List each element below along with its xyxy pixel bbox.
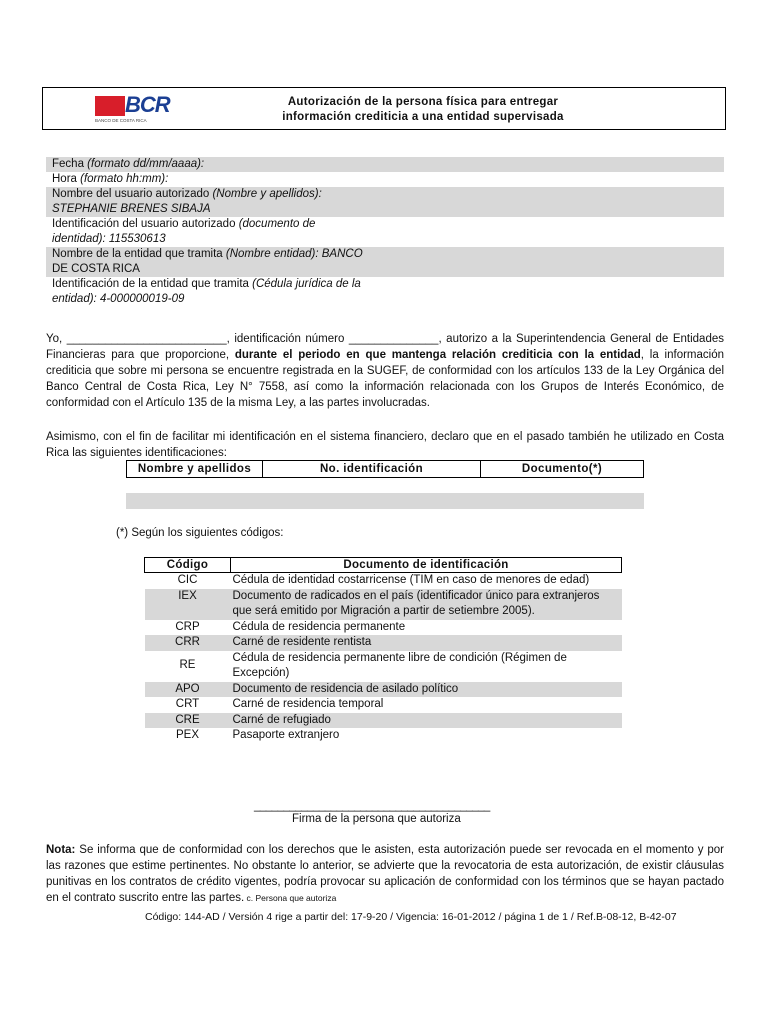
desc-cell: Carné de refugiado [231, 713, 622, 729]
bcr-logo [95, 92, 170, 126]
usuario-hint: (Nombre y apellidos): [212, 188, 322, 200]
cedula-value: entidad): 4-000000019-09 [52, 293, 185, 305]
table-row [145, 713, 622, 729]
logo-red-bar [95, 96, 125, 116]
hora-row [46, 172, 724, 187]
table-row [145, 589, 622, 620]
code-cell: CRT [175, 698, 200, 710]
paragraph1-part2: , la información crediticia que sobre mi persona se encuentre registrada en la SUGEF, de conformidad con los artículos 133 de la Ley Orgánica del Banco Central de Costa Rica, Ley N° 7558, así como la información relacionada con los Grupos de Interés Económico, de conformidad con el Artículo 135 de la misma Ley, a las partes involucradas. [46, 349, 724, 409]
hora-label: Hora [52, 173, 77, 185]
note-label: Nota: [46, 844, 76, 856]
identifications-header-row [127, 461, 644, 478]
desc-cell: Pasaporte extranjero [232, 729, 340, 741]
codes-table [144, 557, 622, 744]
desc-cell: Documento de residencia de asilado político [231, 682, 622, 698]
ident-usuario-row [46, 217, 724, 247]
signature-line: ________________________________________ [254, 800, 490, 812]
header-nombre: Nombre y apellidos [127, 461, 263, 478]
code-cell: RE [179, 659, 196, 672]
paragraph1-part1: Yo, _________________________, identificación número ______________, autorizo a la Superintendencia General de Entidades Financieras para que proporcione, [46, 333, 724, 361]
table-row [145, 573, 622, 589]
desc-cell: Carné de residencia temporal [232, 698, 384, 710]
code-cell: PEX [175, 729, 199, 741]
fecha-hint: (formato dd/mm/aaaa): [87, 158, 205, 170]
desc-cell: Cédula de residencia permanente [232, 620, 406, 633]
code-cell: CRE [145, 713, 231, 729]
code-cell: CRP [175, 620, 200, 633]
header-codigo: Código [145, 558, 231, 573]
entidad-value: DE COSTA RICA [52, 263, 140, 275]
info-block [46, 157, 724, 307]
ident-usuario-value: identidad): 115530613 [52, 233, 166, 245]
entidad-row [46, 247, 724, 277]
entidad-hint: (Nombre entidad): BANCO [225, 248, 363, 260]
cedula-row [46, 277, 724, 307]
document-header [42, 87, 726, 130]
code-cell: CIC [177, 574, 198, 586]
ident-usuario-label: Identificación del usuario autorizado [52, 218, 236, 230]
table-row [145, 697, 622, 713]
header-documento-ident: Documento de identificación [231, 558, 622, 573]
entidad-label: Nombre de la entidad que tramita [52, 248, 223, 260]
cedula-hint: (Cédula jurídica de la [252, 278, 361, 290]
document-footer: Código: 144-AD / Versión 4 rige a partir del: 17-9-20 / Vigencia: 16-01-2012 / página 1 de 1 / Ref.B-08-12, B-42-07 [145, 911, 677, 923]
codes-note: (*) Según los siguientes códigos: [116, 527, 284, 539]
header-identificacion: No. identificación [263, 461, 481, 478]
document-title [223, 95, 623, 125]
usuario-label: Nombre del usuario autorizado [52, 188, 210, 200]
desc-cell: Cédula de residencia permanente libre de condición (Régimen de Excepción) [232, 651, 567, 679]
table-row [145, 651, 622, 682]
table-row [145, 682, 622, 698]
desc-cell: Carné de residente rentista [231, 635, 622, 651]
usuario-row [46, 187, 724, 217]
usuario-value: STEPHANIE BRENES SIBAJA [52, 203, 211, 215]
title-line-2: información crediticia a una entidad supervisada [282, 111, 564, 123]
fecha-label: Fecha [52, 158, 84, 170]
title-line-1: Autorización de la persona física para entregar [287, 96, 559, 108]
identifications-table [126, 460, 644, 478]
identifications-empty-row [126, 493, 644, 509]
logo-subtext: BANCO DE COSTA RICA [95, 118, 147, 123]
hora-hint: (formato hh:mm): [80, 173, 169, 185]
signature-label: Firma de la persona que autoriza [292, 813, 461, 825]
identification-paragraph: Asimismo, con el fin de facilitar mi identificación en el sistema financiero, declaro que en el pasado también he utilizado en Costa Rica las siguientes identificaciones: [46, 431, 724, 459]
paragraph1-bold: durante el periodo en que mantenga relación crediticia con la entidad [234, 349, 641, 361]
desc-cell: Cédula de identidad costarricense (TIM en caso de menores de edad) [232, 574, 590, 586]
desc-cell: Documento de radicados en el país (identificador único para extranjeros que será emitido por Migración a partir de setiembre 2005). [231, 589, 622, 620]
table-row [145, 728, 622, 744]
cedula-label: Identificación de la entidad que tramita [52, 278, 249, 290]
code-cell: APO [145, 682, 231, 698]
code-cell: CRR [145, 635, 231, 651]
ident-usuario-hint: (documento de [238, 218, 316, 230]
logo-text: BCR [125, 92, 170, 117]
note-paragraph [46, 842, 724, 906]
table-row [145, 635, 622, 651]
authorization-paragraph [46, 331, 724, 411]
fecha-row [46, 157, 724, 172]
table-row [145, 620, 622, 636]
header-documento: Documento(*) [481, 461, 644, 478]
codes-header-row [145, 558, 622, 573]
note-small: c. Persona que autoriza [244, 893, 337, 903]
note-text: Se informa que de conformidad con los derechos que le asisten, esta autorización puede ser revocada en el momento y por las razones que estime pertinentes. No obstante lo anterior, se advierte que la revocatoria de esta autorización, de existir cláusulas punitivas en los contratos de crédito vigentes, podría provocar su aplicación de conformidad con los términos que se hayan pactado en el contrato suscrito entre las partes. [46, 844, 724, 904]
code-cell: IEX [145, 589, 231, 620]
